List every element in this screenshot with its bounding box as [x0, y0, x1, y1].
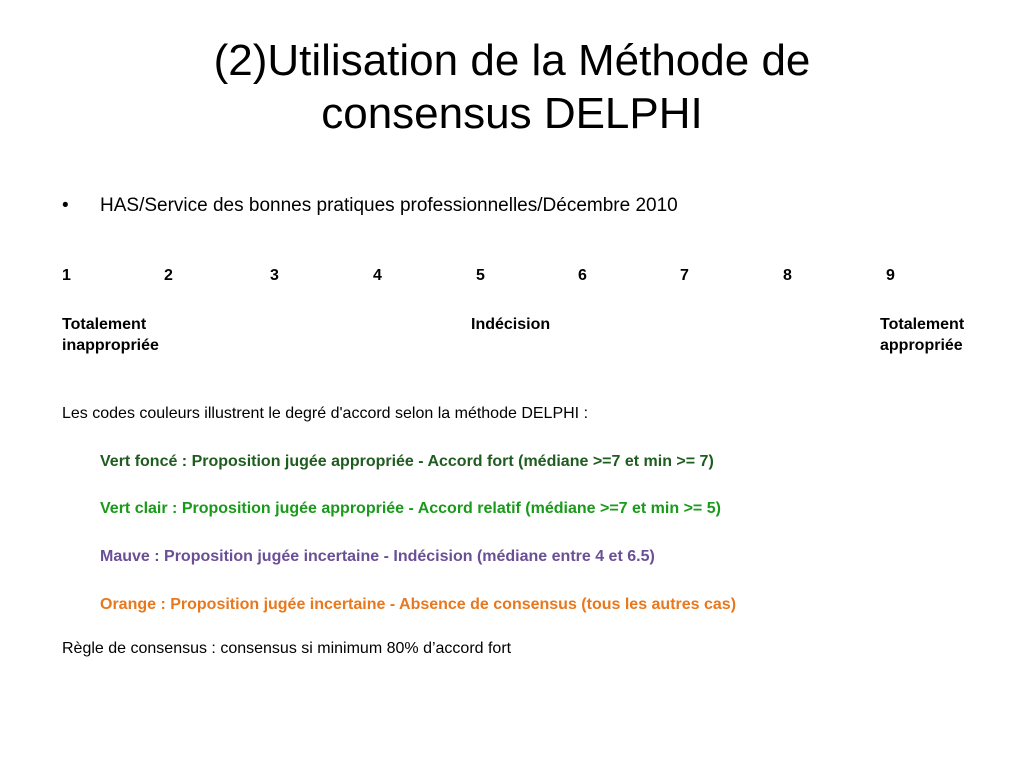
consensus-rule: Règle de consensus : consensus si minimum 80% d’accord fort [62, 640, 512, 657]
code-light-green: Vert clair : Proposition jugée appropriée - Accord relatif (médiane >=7 et min >= 5) [100, 500, 721, 517]
bullet-icon: • [62, 195, 69, 216]
code-dark-green: Vert foncé : Proposition jugée appropriée - Accord fort (médiane >=7 et min >= 7) [100, 453, 714, 470]
scale-anchor-high [880, 314, 964, 356]
scale-number-1: 1 [62, 267, 71, 284]
scale-number-5: 5 [476, 267, 485, 284]
scale-number-7: 7 [680, 267, 689, 284]
code-mauve: Mauve : Proposition jugée incertaine - Indécision (médiane entre 4 et 6.5) [100, 548, 655, 565]
scale-anchor-low-line-1: Totalement [62, 316, 147, 333]
scale-number-4: 4 [373, 267, 382, 284]
scale-anchor-low [62, 314, 159, 356]
color-codes-intro: Les codes couleurs illustrent le degré d'accord selon la méthode DELPHI : [62, 405, 589, 422]
scale-number-9: 9 [886, 267, 895, 284]
scale-number-2: 2 [164, 267, 173, 284]
scale-anchor-mid-line-1: Indécision [471, 316, 551, 333]
slide-title-line-1: (2)Utilisation de la Méthode de [213, 36, 811, 85]
code-orange: Orange : Proposition jugée incertaine - Absence de consensus (tous les autres cas) [100, 596, 737, 613]
scale-number-8: 8 [783, 267, 792, 284]
scale-anchor-mid [471, 314, 550, 335]
scale-anchor-low-line-2: inappropriée [62, 337, 159, 354]
scale-anchor-high-line-1: Totalement [880, 316, 965, 333]
slide-title [0, 34, 1024, 140]
scale-anchor-high-line-2: appropriée [880, 337, 963, 354]
scale-number-6: 6 [578, 267, 587, 284]
slide-title-line-2: consensus DELPHI [321, 89, 703, 138]
scale-number-3: 3 [270, 267, 279, 284]
source-text: HAS/Service des bonnes pratiques professionnelles/Décembre 2010 [100, 195, 678, 216]
